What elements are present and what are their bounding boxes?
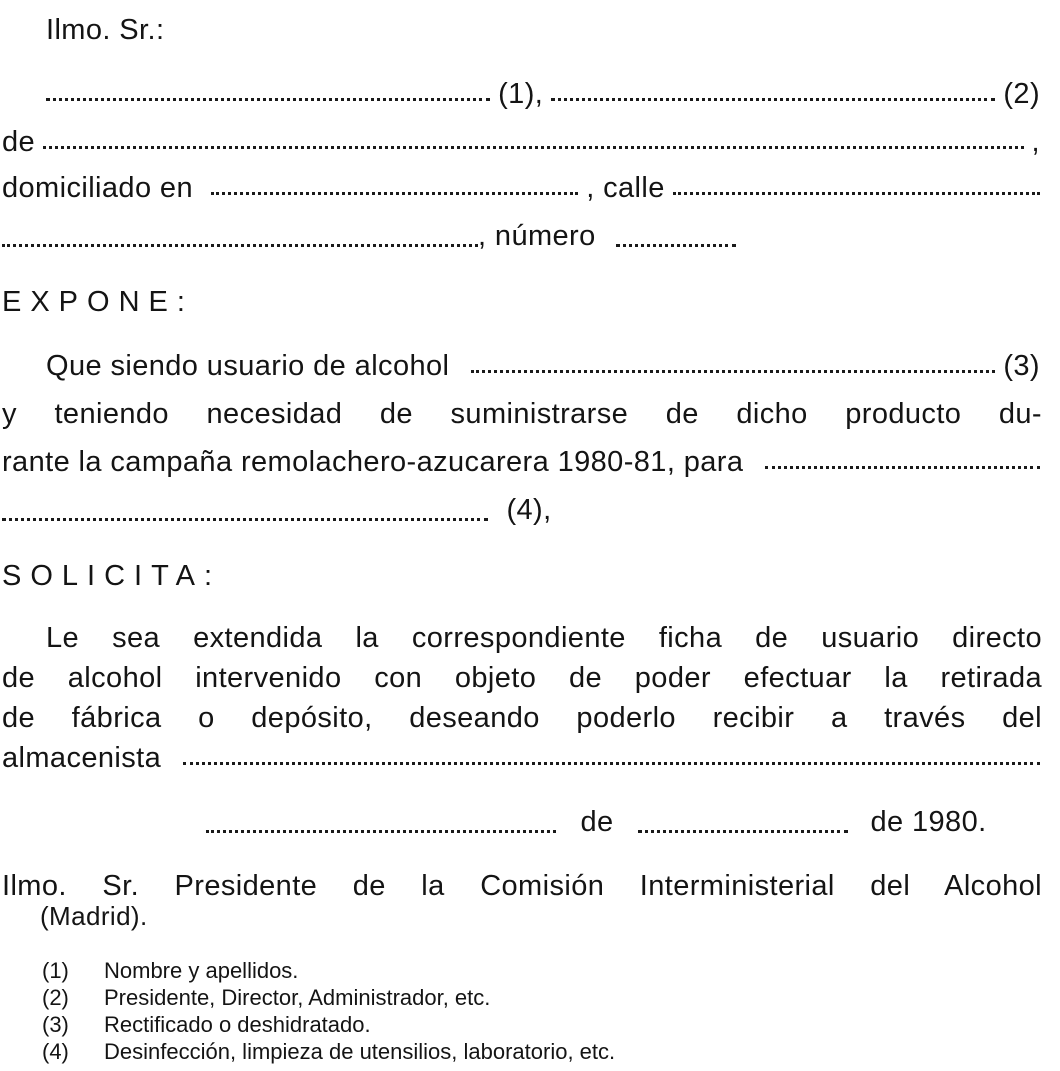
salutation: Ilmo. Sr.: (46, 14, 165, 46)
solicita-line-2: de alcohol intervenido con objeto de poder efectuar la retirada (2, 662, 1042, 694)
date-de: de (580, 806, 614, 838)
footnote-1-text: Nombre y apellidos. (104, 958, 299, 983)
header-line-number (2, 220, 736, 252)
addressee-line-1: Ilmo. Sr. Presidente de la Comisión Interministerial del Alcohol (2, 870, 1042, 902)
note-2-ref: (2) (1003, 78, 1041, 110)
footnote-4 (42, 1039, 615, 1064)
footnote-2-text: Presidente, Director, Administrador, etc. (104, 985, 491, 1010)
footnote-1-key: (1) (42, 958, 69, 983)
almacenista-label: almacenista (2, 742, 162, 774)
purpose-blank[interactable] (765, 451, 1040, 471)
header-line-name (46, 78, 1040, 110)
expone-text-1: Que siendo usuario de alcohol (46, 350, 450, 382)
month-blank[interactable] (638, 811, 848, 831)
note-4-ref: (4), (506, 494, 552, 526)
place-blank[interactable] (206, 811, 556, 831)
alcohol-type-blank[interactable] (471, 355, 995, 375)
comma: , (1031, 126, 1040, 158)
numero-label: , número (478, 220, 596, 252)
note-1-ref: (1), (498, 78, 544, 110)
domiciliado-label: domiciliado en (2, 172, 193, 204)
footnote-2 (42, 985, 490, 1010)
footnote-3 (42, 1012, 371, 1037)
expone-line-4 (2, 494, 552, 526)
wholesaler-blank[interactable] (183, 747, 1040, 767)
number-blank[interactable] (616, 225, 736, 245)
solicita-line-4 (2, 742, 1040, 774)
expone-line-2: y teniendo necesidad de suministrarse de dicho producto du- (2, 398, 1042, 430)
expone-text-3: rante la campaña remolachero-azucarera 1980-81, para (2, 446, 744, 478)
addressee-line-2: (Madrid). (40, 901, 148, 931)
street-cont-blank[interactable] (2, 225, 478, 245)
footnote-3-text: Rectificado o deshidratado. (104, 1012, 371, 1037)
expone-line-1 (46, 350, 1040, 382)
footnote-3-key: (3) (42, 1012, 69, 1037)
purpose-cont-blank[interactable] (2, 499, 488, 519)
position-blank[interactable] (551, 83, 995, 103)
expone-line-3 (2, 446, 1040, 478)
header-line-address (2, 172, 1040, 204)
entity-blank[interactable] (43, 131, 1023, 151)
expone-heading: EXPONE: (2, 286, 194, 318)
solicita-heading: SOLICITA: (2, 560, 222, 592)
city-blank[interactable] (211, 177, 578, 197)
date-year: de 1980. (870, 806, 987, 838)
calle-label: , calle (586, 172, 665, 204)
solicita-line-1: Le sea extendida la correspondiente ficha de usuario directo (46, 622, 1042, 654)
solicita-line-3: de fábrica o depósito, deseando poderlo recibir a través del (2, 702, 1042, 734)
footnote-2-key: (2) (42, 985, 69, 1010)
footnote-4-key: (4) (42, 1039, 69, 1064)
note-3-ref: (3) (1003, 350, 1040, 382)
footnote-1 (42, 958, 298, 983)
date-line (206, 806, 987, 838)
de-label: de (2, 126, 36, 158)
name-blank[interactable] (46, 83, 490, 103)
street-blank[interactable] (673, 177, 1040, 197)
footnote-4-text: Desinfección, limpieza de utensilios, laboratorio, etc. (104, 1039, 616, 1064)
header-line-of (2, 126, 1040, 158)
